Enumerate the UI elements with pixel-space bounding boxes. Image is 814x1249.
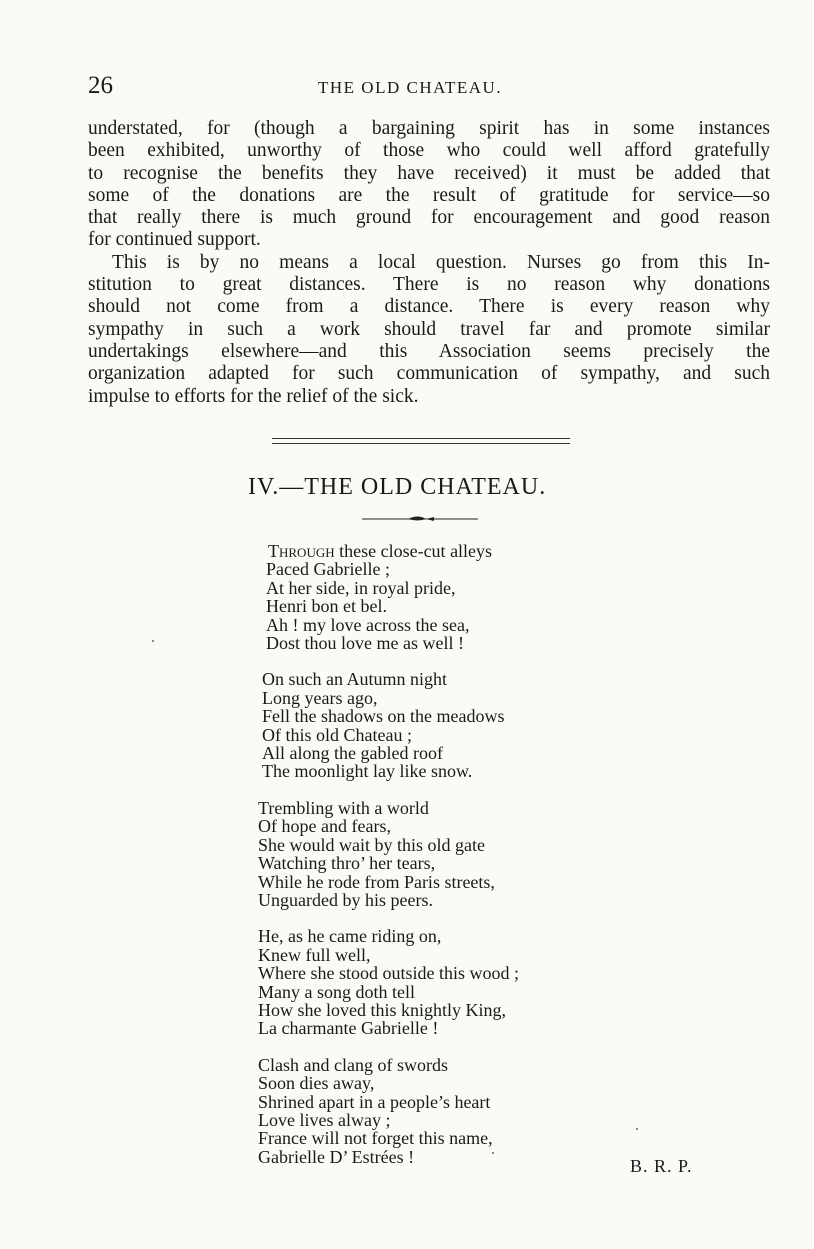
text-line: for continued support. [88, 229, 261, 251]
verse-line: Soon dies away, [258, 1073, 375, 1094]
verse-line: Watching thro’ her tears, [258, 853, 436, 874]
verse-line: Long years ago, [262, 687, 378, 708]
text-line: been exhibited, unworthy of those who could well afford gratefully [88, 140, 770, 162]
print-speck [152, 640, 154, 642]
verse-line: France will not forget this name, [258, 1128, 493, 1149]
verse-line [258, 542, 519, 560]
page-number: 26 [88, 72, 113, 99]
text-line: that really there is much ground for encouragement and good reason [88, 207, 770, 229]
print-speck [492, 1152, 494, 1154]
text-line: organization adapted for such communication of sympathy, and such [88, 363, 770, 385]
poem [258, 542, 519, 1184]
text-line: This is by no means a local question. Nurses go from this In- [112, 251, 770, 273]
verse-line: On such an Autumn night [262, 669, 447, 690]
stanza-2 [258, 670, 519, 780]
flourish-ornament-icon [360, 512, 480, 526]
stanza-4 [258, 927, 519, 1037]
verse-line: She would wait by this old gate [258, 834, 485, 855]
text-line: to recognise the benefits they have received) it must be added that [88, 162, 770, 184]
page-header [88, 72, 768, 108]
verse-line: Paced Gabrielle ; [266, 559, 390, 580]
text-line: should not come from a distance. There is every reason why [88, 296, 770, 318]
author-initials: B. R. P. [630, 1156, 693, 1176]
verse-line: Where she stood outside this wood ; [258, 963, 519, 984]
verse-line: How she loved this knightly King, [258, 999, 506, 1020]
paragraph-1 [88, 118, 770, 252]
verse-line: All along the gabled roof [262, 743, 443, 764]
drop-word: Through [268, 541, 335, 561]
verse-line: Of this old Chateau ; [262, 724, 412, 745]
verse-line: Knew full well, [258, 944, 371, 965]
verse-line: Many a song doth tell [258, 981, 415, 1002]
verse-line: Unguarded by his peers. [258, 889, 433, 910]
verse-line: He, as he came riding on, [258, 926, 442, 947]
print-speck [636, 1128, 638, 1130]
verse-line: While he rode from Paris streets, [258, 871, 495, 892]
verse-line: Ah ! my love across the sea, [266, 614, 470, 635]
verse-line: Of hope and fears, [258, 816, 391, 837]
verse-line: Fell the shadows on the meadows [262, 706, 505, 727]
text-line: impulse to efforts for the relief of the sick. [88, 385, 419, 407]
verse-line: Shrined apart in a people’s heart [258, 1091, 491, 1112]
text-line: some of the donations are the result of gratitude for service—so [88, 184, 770, 206]
text-line: understated, for (though a bargaining spirit has in some instances [88, 118, 770, 139]
stanza-1 [258, 542, 519, 652]
verse-line: Love lives alway ; [258, 1109, 391, 1130]
verse-line: Henri bon et bel. [266, 596, 387, 617]
section-divider-rule [272, 438, 570, 444]
stanza-3 [258, 799, 519, 909]
verse-line: La charmante Gabrielle ! [258, 1018, 439, 1039]
prose-body [88, 118, 770, 408]
verse-line: The moonlight lay like snow. [262, 761, 473, 782]
verse-line: Trembling with a world [258, 797, 429, 818]
verse-line: Gabrielle D’ Estrées ! [258, 1146, 415, 1167]
section-title: IV.—THE OLD CHATEAU. [248, 474, 547, 500]
paragraph-2 [88, 252, 770, 408]
verse-line: Clash and clang of swords [258, 1054, 448, 1075]
text-line: stitution to great distances. There is no reason why donations [88, 274, 770, 296]
verse-line: At her side, in royal pride, [266, 577, 456, 598]
text-line: undertakings elsewhere—and this Association seems precisely the [88, 340, 770, 362]
verse-text: these close-cut alleys [334, 541, 493, 561]
running-head: THE OLD CHATEAU. [318, 78, 503, 97]
text-line: sympathy in such a work should travel far and promote similar [88, 318, 770, 340]
verse-line: Dost thou love me as well ! [266, 633, 464, 654]
stanza-5 [258, 1056, 519, 1166]
